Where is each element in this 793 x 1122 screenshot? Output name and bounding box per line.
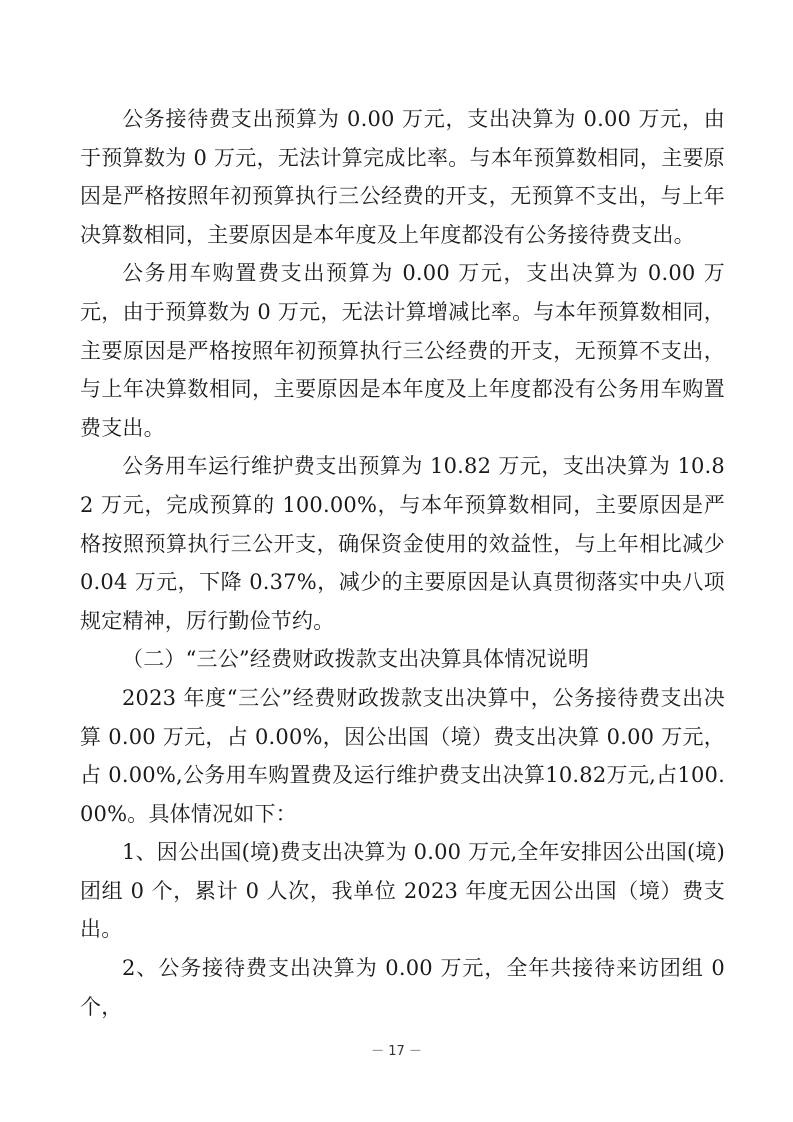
paragraph-reception-detail: 2、公务接待费支出决算为 0.00 万元，全年共接待来访团组 0 个， [80,956,725,1019]
page-number: － 17 － [371,1044,422,1059]
paragraph-summary-2023: 2023 年度“三公”经费财政拨款支出决算中，公务接待费支出决算 0.00 万元，占 0.00%，因公出国（境）费支出决算 0.00 万元，占 0.00%,公务用车购置费及运行维护费支出决算10.82万元,占100.00%。具体情况如下： [80,685,725,826]
paragraph-vehicle-purchase: 公务用车购置费支出预算为 0.00 万元，支出决算为 0.00 万元，由于预算数为 0 万元，无法计算增减比率。与本年预算数相同，主要原因是严格按照年初预算执行三公经费的开支，无预算不支出，与上年决算数相同，主要原因是本年度及上年度都没有公务用车购置费支出。 [80,261,725,440]
section-heading: （二）“三公”经费财政拨款支出决算具体情况说明 [122,647,590,672]
body-text [80,100,725,1026]
paragraph-vehicle-operation: 公务用车运行维护费支出预算为 10.82 万元，支出决算为 10.82 万元，完成预算的 100.00%，与本年预算数相同，主要原因是严格按照预算执行三公开支，确保资金使用的效益性，与上年相比减少 0.04 万元，下降 0.37%，减少的主要原因是认真贯彻落实中央八项规定精神，厉行勤俭节约。 [80,454,725,633]
paragraph-overseas-travel: 1、因公出国(境)费支出决算为 0.00 万元,全年安排因公出国(境)团组 0 个，累计 0 人次，我单位 2023 年度无因公出国（境）费支出。 [80,840,725,942]
paragraph-reception-expense: 公务接待费支出预算为 0.00 万元，支出决算为 0.00 万元，由于预算数为 0 万元，无法计算完成比率。与本年预算数相同，主要原因是严格按照年初预算执行三公经费的开支，无预算不支出，与上年决算数相同，主要原因是本年度及上年度都没有公务接待费支出。 [80,107,725,247]
